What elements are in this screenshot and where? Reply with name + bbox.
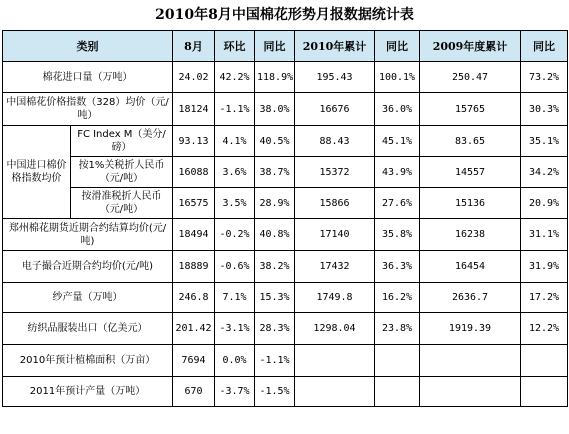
cell-cum2009-yoy: 20.9%	[521, 188, 568, 219]
cell-aug: 16575	[173, 188, 215, 219]
row-label-sliding-tariff-rmb: 按滑准税折人民币（元/吨）	[71, 188, 173, 219]
cell-cum2009-yoy	[521, 377, 568, 407]
row-label-zhengzhou-futures: 郑州棉花期货近期合约结算均价(元/吨)	[3, 219, 173, 251]
cell-cum2009: 16238	[420, 219, 521, 251]
cell-aug: 7694	[173, 345, 215, 377]
row-label-cotton-imports: 棉花进口量（万吨）	[3, 62, 173, 93]
cell-yoy: 28.9%	[255, 188, 295, 219]
cell-cum2010: 15866	[295, 188, 375, 219]
row-label-1pct-tariff-rmb: 按1%关税折人民币（元/吨）	[71, 157, 173, 188]
cell-cum2009-yoy: 12.2%	[521, 313, 568, 345]
cell-cum2010-yoy	[375, 377, 420, 407]
cell-aug: 18889	[173, 251, 215, 283]
cell-cum2009: 14557	[420, 157, 521, 188]
cell-yoy: 38.0%	[255, 93, 295, 126]
cell-cum2010: 16676	[295, 93, 375, 126]
cell-cum2010-yoy: 27.6%	[375, 188, 420, 219]
cell-mom: -1.1%	[215, 93, 255, 126]
cell-cum2009	[420, 345, 521, 377]
cell-cum2009-yoy: 31.1%	[521, 219, 568, 251]
row-label-electronic-matching: 电子撮合近期合约均价(元/吨)	[3, 251, 173, 283]
cell-cum2009: 16454	[420, 251, 521, 283]
cell-yoy: 40.5%	[255, 126, 295, 157]
table-row	[3, 219, 568, 251]
cell-cum2009-yoy: 31.9%	[521, 251, 568, 283]
cell-mom: 4.1%	[215, 126, 255, 157]
cell-yoy: 28.3%	[255, 313, 295, 345]
cell-mom: 3.6%	[215, 157, 255, 188]
cell-mom: -3.1%	[215, 313, 255, 345]
cell-cum2009: 83.65	[420, 126, 521, 157]
table-row	[3, 157, 568, 188]
cell-yoy: 15.3%	[255, 283, 295, 313]
cell-cum2010-yoy	[375, 345, 420, 377]
table-row	[3, 283, 568, 313]
cell-mom: 42.2%	[215, 62, 255, 93]
row-group-import-price-index: 中国进口棉价格指数均价	[3, 126, 71, 219]
cell-cum2010: 17432	[295, 251, 375, 283]
cell-cum2010: 1298.04	[295, 313, 375, 345]
cell-cum2010-yoy: 23.8%	[375, 313, 420, 345]
cell-cum2010-yoy: 45.1%	[375, 126, 420, 157]
cell-aug: 670	[173, 377, 215, 407]
cell-aug: 246.8	[173, 283, 215, 313]
cell-mom: -0.6%	[215, 251, 255, 283]
cell-aug: 201.42	[173, 313, 215, 345]
cell-mom: -0.2%	[215, 219, 255, 251]
cell-aug: 16088	[173, 157, 215, 188]
cell-cum2010-yoy: 16.2%	[375, 283, 420, 313]
row-label-fc-index-m: FC Index M（美分/磅）	[71, 126, 173, 157]
cell-mom: 7.1%	[215, 283, 255, 313]
cell-cum2009-yoy: 17.2%	[521, 283, 568, 313]
row-label-cotton-price-index: 中国棉花价格指数（328）均价（元/吨）	[3, 93, 173, 126]
header-row	[3, 31, 568, 62]
row-label-2010-planting-area: 2010年预计植棉面积（万亩）	[3, 345, 173, 377]
cell-cum2009: 15765	[420, 93, 521, 126]
cell-cum2009-yoy: 35.1%	[521, 126, 568, 157]
cell-cum2010-yoy: 35.8%	[375, 219, 420, 251]
cell-cum2010	[295, 345, 375, 377]
cell-yoy: 38.7%	[255, 157, 295, 188]
cell-cum2009-yoy: 34.2%	[521, 157, 568, 188]
column-header-august: 8月	[173, 31, 215, 62]
column-header-2010-cumulative: 2010年累计	[295, 31, 375, 62]
table-row	[3, 313, 568, 345]
cell-cum2009-yoy: 73.2%	[521, 62, 568, 93]
cell-yoy: -1.5%	[255, 377, 295, 407]
cell-cum2010-yoy: 36.3%	[375, 251, 420, 283]
cell-cum2010: 17140	[295, 219, 375, 251]
cell-mom: 0.0%	[215, 345, 255, 377]
table-row	[3, 62, 568, 93]
column-header-2009-yoy: 同比	[521, 31, 568, 62]
cell-cum2010	[295, 377, 375, 407]
cell-yoy: 38.2%	[255, 251, 295, 283]
cell-aug: 24.02	[173, 62, 215, 93]
cell-yoy: -1.1%	[255, 345, 295, 377]
cell-mom: -3.7%	[215, 377, 255, 407]
cell-cum2010: 1749.8	[295, 283, 375, 313]
cell-cum2010: 88.43	[295, 126, 375, 157]
cell-cum2009	[420, 377, 521, 407]
cell-cum2010: 195.43	[295, 62, 375, 93]
cell-aug: 18494	[173, 219, 215, 251]
cell-cum2009: 15136	[420, 188, 521, 219]
cell-cum2010: 15372	[295, 157, 375, 188]
table-row	[3, 93, 568, 126]
table-row	[3, 188, 568, 219]
column-header-month-on-month: 环比	[215, 31, 255, 62]
row-label-2011-production: 2011年预计产量（万吨）	[3, 377, 173, 407]
cell-mom: 3.5%	[215, 188, 255, 219]
cell-cum2009: 1919.39	[420, 313, 521, 345]
statistics-table	[2, 30, 568, 407]
cell-cum2009: 2636.7	[420, 283, 521, 313]
cell-aug: 93.13	[173, 126, 215, 157]
row-label-textile-exports: 纺织品服装出口（亿美元）	[3, 313, 173, 345]
cell-cum2010-yoy: 100.1%	[375, 62, 420, 93]
cell-cum2009-yoy: 30.3%	[521, 93, 568, 126]
cell-cum2010-yoy: 36.0%	[375, 93, 420, 126]
cell-yoy: 118.9%	[255, 62, 295, 93]
table-row	[3, 126, 568, 157]
table-row	[3, 345, 568, 377]
cell-cum2009-yoy	[521, 345, 568, 377]
table-row	[3, 251, 568, 283]
column-header-2010-yoy: 同比	[375, 31, 420, 62]
row-label-yarn-output: 纱产量（万吨）	[3, 283, 173, 313]
column-header-2009-season-cumulative: 2009年度累计	[420, 31, 521, 62]
page-title: 2010年8月中国棉花形势月报数据统计表	[155, 7, 414, 23]
cell-aug: 18124	[173, 93, 215, 126]
table-row	[3, 377, 568, 407]
cell-yoy: 40.8%	[255, 219, 295, 251]
column-header-category: 类别	[3, 31, 173, 62]
cell-cum2010-yoy: 43.9%	[375, 157, 420, 188]
cell-cum2009: 250.47	[420, 62, 521, 93]
column-header-year-on-year: 同比	[255, 31, 295, 62]
